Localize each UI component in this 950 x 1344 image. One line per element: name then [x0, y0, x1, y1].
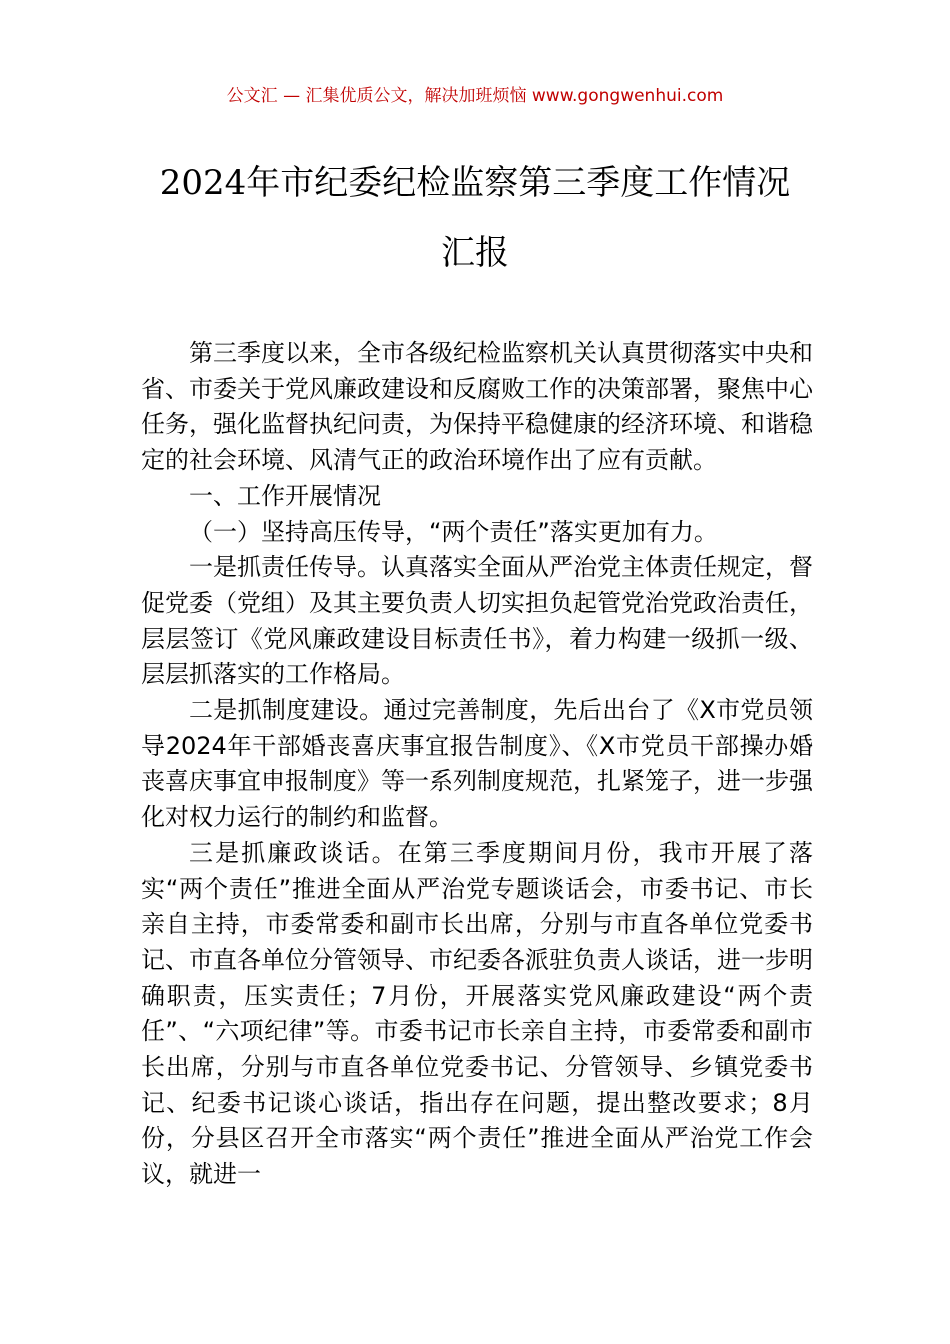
item-paragraph-1: 一是抓责任传导。认真落实全面从严治党主体责任规定，督促党委（党组）及其主要负责人切实担负起管党治党政治责任，层层签订《党风廉政建设目标责任书》，着力构建一级抓一级、层层抓落实的工作格局。 — [141, 553, 813, 689]
item-paragraph-3: 三是抓廉政谈话。在第三季度期间月份，我市开展了落实“两个责任”推进全面从严治党专题谈话会，市委书记、市长亲自主持，市委常委和副市长出席，分别与市直各单位党委书记、市直各单位分管领导、市纪委各派驻负责人谈话，进一步明确职责，压实责任；7月份，开展落实党风廉政建设“两个责任”、“六项纪律”等。市委书记市长亲自主持，市委常委和副市长出席，分别与市直各单位党委书记、分管领导、乡镇党委书记、纪委书记谈心谈话，指出存在问题，提出整改要求；8月份，分县区召开全市落实“两个责任”推进全面从严治党工作会议，就进一 — [141, 838, 813, 1189]
document-body — [141, 336, 813, 1193]
title-line-1: 2024年市纪委纪检监察第三季度工作情况 — [159, 163, 791, 203]
title-line-2: 汇报 — [441, 233, 509, 273]
intro-paragraph: 第三季度以来，全市各级纪检监察机关认真贯彻落实中央和省、市委关于党风廉政建设和反腐败工作的决策部署，聚焦中心任务，强化监督执纪问责，为保持平稳健康的经济环境、和谐稳定的社会环境、风清气正的政治环境作出了应有贡献。 — [141, 339, 813, 475]
item-paragraph-2: 二是抓制度建设。通过完善制度，先后出台了《X市党员领导2024年干部婚丧喜庆事宜报告制度》、《X市党员干部操办婚丧喜庆事宜申报制度》等一系列制度规范，扎紧笼子，进一步强化对权力运行的制约和监督。 — [141, 696, 813, 832]
document-title — [100, 148, 850, 288]
header-banner: 公文汇 — 汇集优质公文，解决加班烦恼 www.gongwenhui.com — [226, 86, 724, 106]
section-heading: 一、工作开展情况 — [189, 481, 381, 510]
subsection-heading: （一）坚持高压传导，“两个责任”落实更加有力。 — [189, 517, 718, 546]
